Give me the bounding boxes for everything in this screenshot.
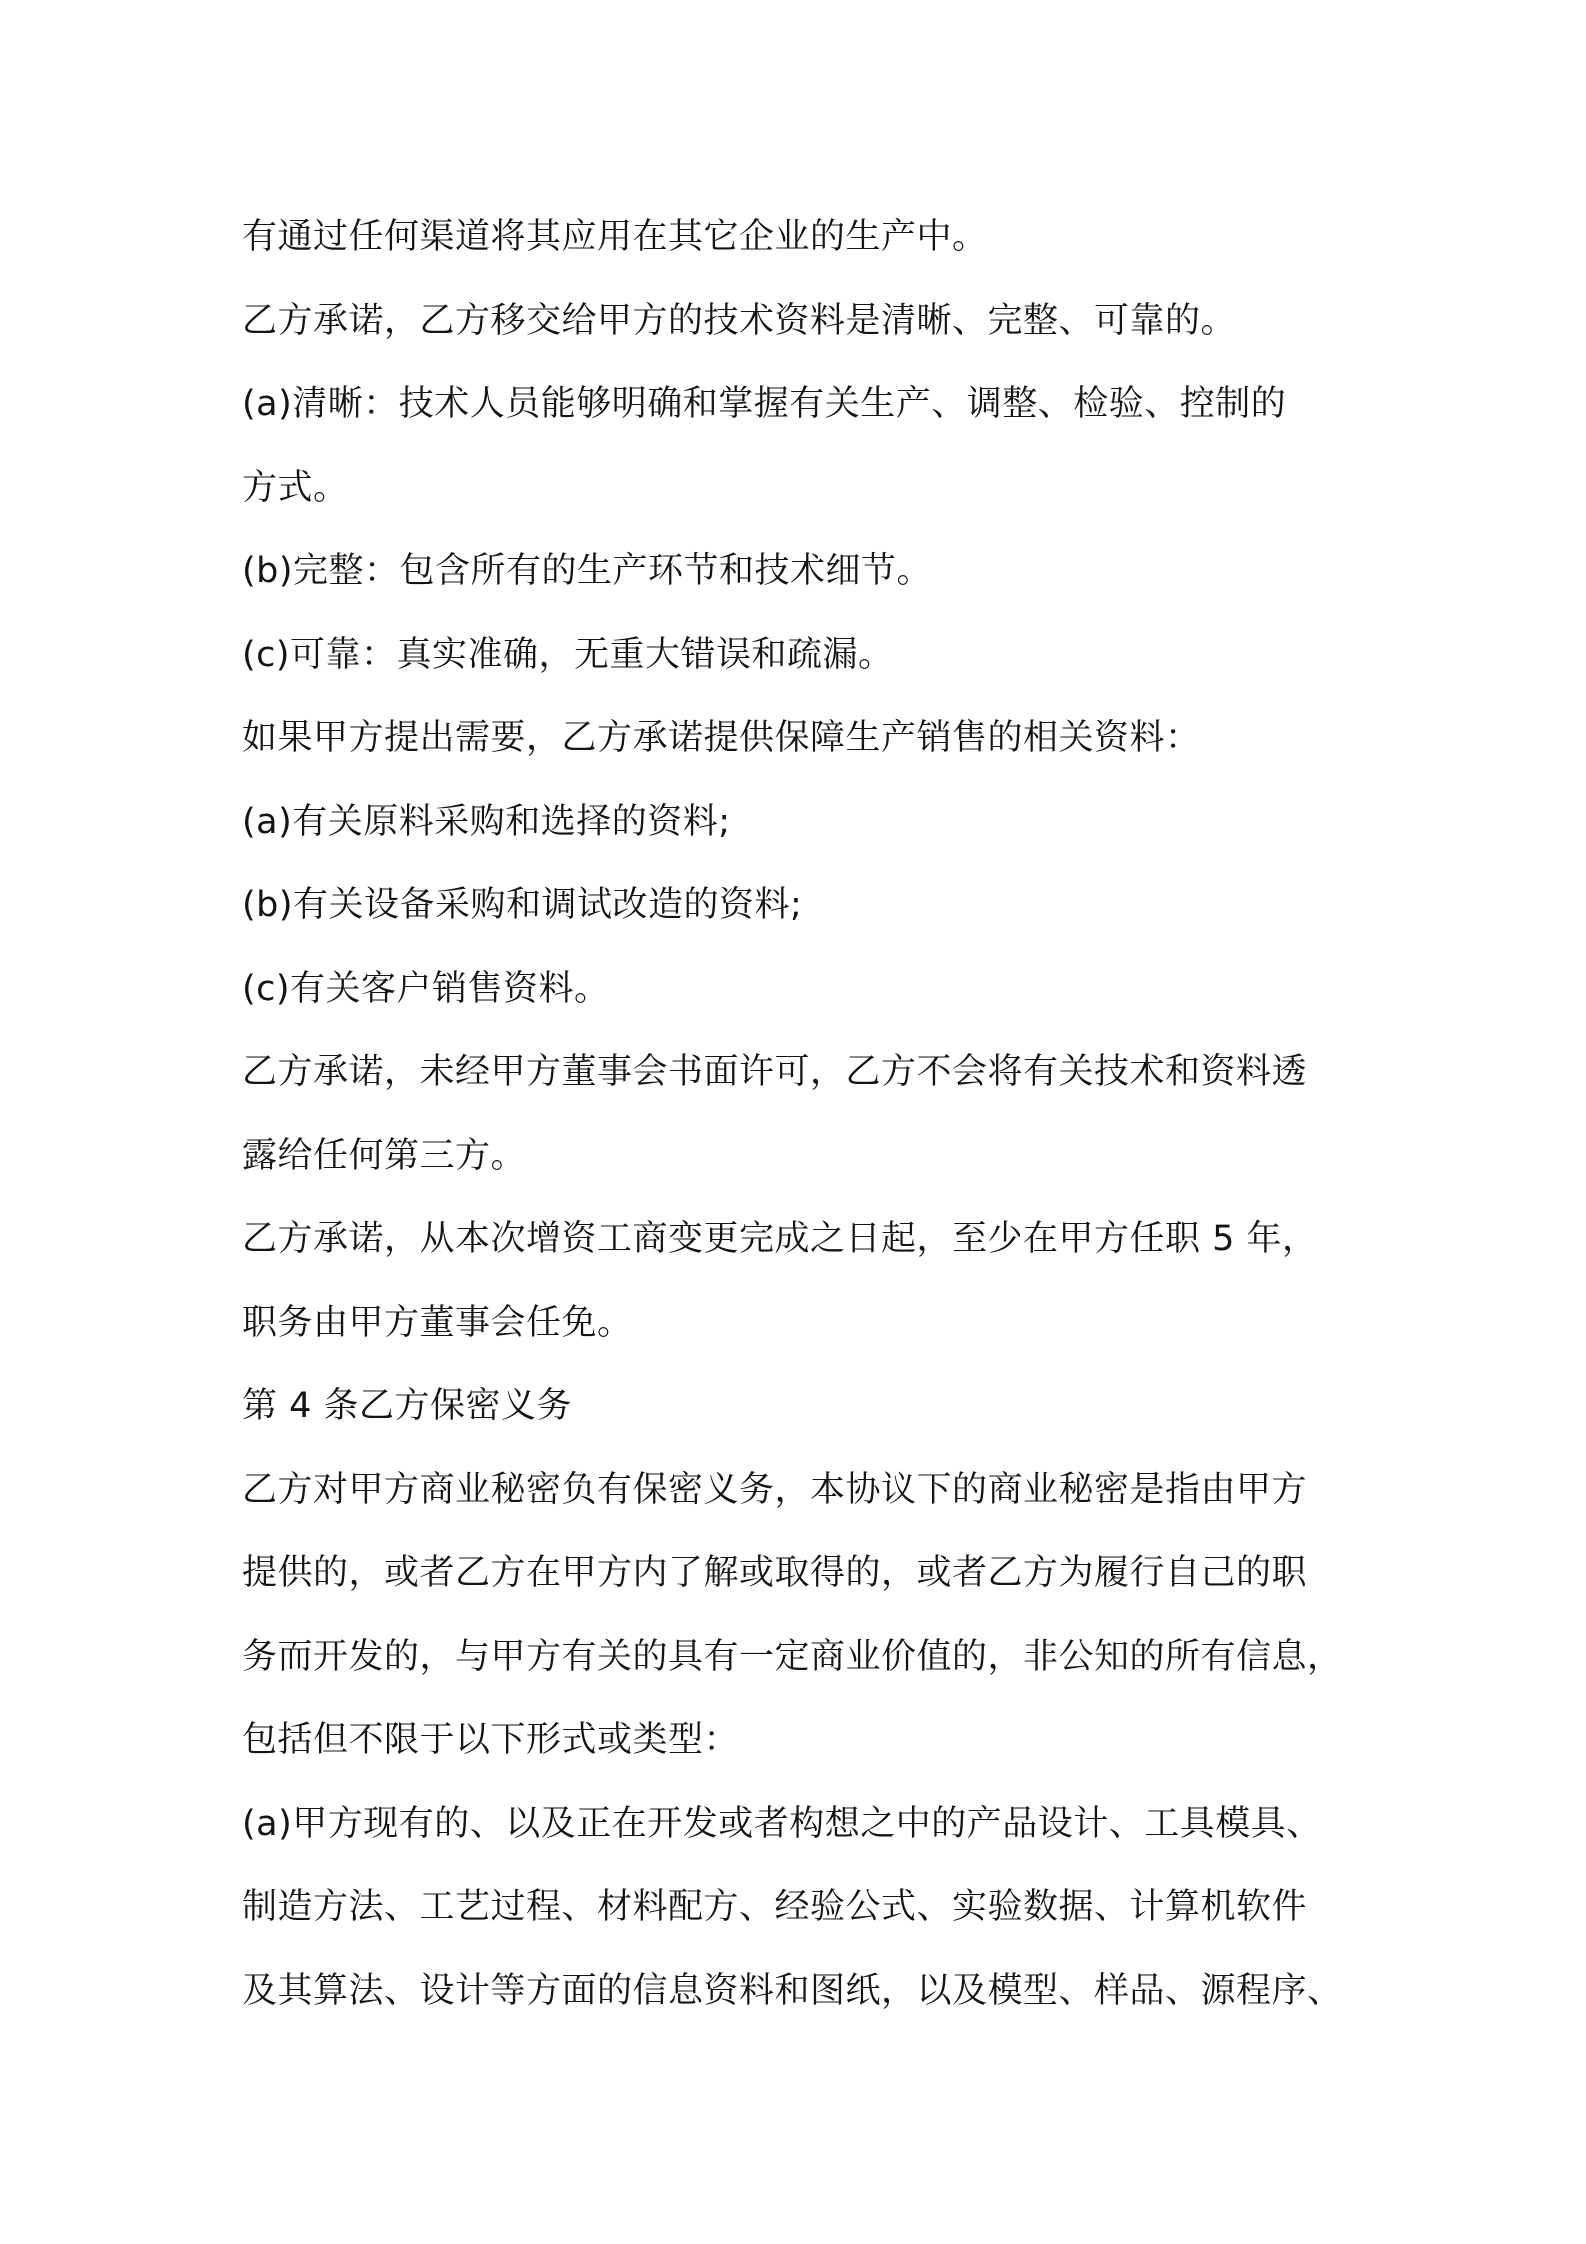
text-line: 乙方承诺，乙方移交给甲方的技术资料是清晰、完整、可靠的。 [242, 300, 1237, 341]
text-line: (c)有关客户销售资料。 [242, 968, 610, 1009]
text-line: 乙方对甲方商业秘密负有保密义务，本协议下的商业秘密是指由甲方 [242, 1469, 1308, 1510]
text-line: 务而开发的，与甲方有关的具有一定商业价值的，非公知的所有信息， [242, 1636, 1343, 1677]
text-line: 如果甲方提出需要，乙方承诺提供保障生产销售的相关资料： [242, 718, 1201, 758]
text-line: 及其算法、设计等方面的信息资料和图纸，以及模型、样品、源程序、 [242, 1970, 1343, 2011]
text-line: (a)清晰：技术人员能够明确和掌握有关生产、调整、检验、控制的 [242, 384, 1287, 424]
text-line: 乙方承诺，从本次增资工商变更完成之日起，至少在甲方任职 5 年， [242, 1219, 1318, 1259]
text-line: 职务由甲方董事会任免。 [242, 1302, 633, 1343]
document-body [242, 196, 1362, 2033]
text-line: 有通过任何渠道将其应用在其它企业的生产中。 [242, 217, 988, 257]
text-line: 乙方承诺，未经甲方董事会书面许可，乙方不会将有关技术和资料透 [242, 1052, 1308, 1092]
text-line: 包括但不限于以下形式或类型： [242, 1720, 740, 1760]
text-line: 制造方法、工艺过程、材料配方、经验公式、实验数据、计算机软件 [242, 1887, 1308, 1927]
text-line: 提供的，或者乙方在甲方内了解或取得的，或者乙方为履行自己的职 [242, 1553, 1308, 1593]
text-line: 方式。 [242, 467, 349, 508]
text-line: (b)有关设备采购和调试改造的资料; [242, 885, 803, 925]
text-line: (a)有关原料采购和选择的资料; [242, 801, 731, 842]
text-line: (b)完整：包含所有的生产环节和技术细节。 [242, 551, 933, 591]
section-heading: 第 4 条乙方保密义务 [242, 1386, 573, 1426]
text-line: (c)可靠：真实准确，无重大错误和疏漏。 [242, 634, 894, 675]
text-line: 露给任何第三方。 [242, 1135, 527, 1176]
text-line: (a)甲方现有的、以及正在开发或者构想之中的产品设计、工具模具、 [242, 1803, 1322, 1844]
